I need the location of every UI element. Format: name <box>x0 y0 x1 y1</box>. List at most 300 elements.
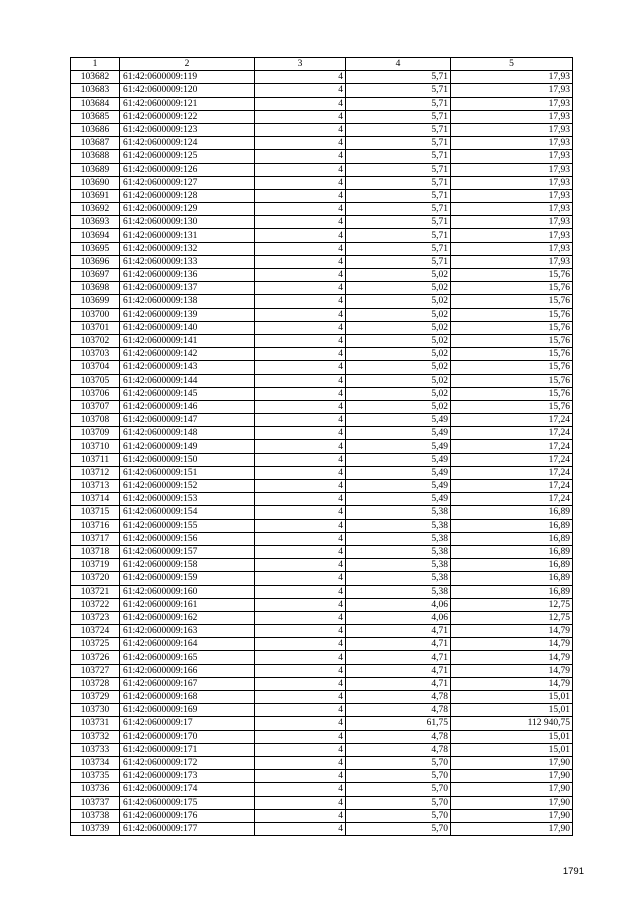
value-cell-3: 4 <box>255 84 346 97</box>
value-cell-3: 4 <box>255 348 346 361</box>
table-row <box>71 255 573 268</box>
row-number-cell: 103700 <box>71 308 120 321</box>
value-cell-5: 15,01 <box>451 743 573 756</box>
value-cell-3: 4 <box>255 453 346 466</box>
value-cell-3: 4 <box>255 651 346 664</box>
cadastral-number-cell: 61:42:0600009:148 <box>120 427 255 440</box>
value-cell-4: 5,49 <box>346 440 451 453</box>
value-cell-4: 5,71 <box>346 97 451 110</box>
value-cell-5: 17,24 <box>451 427 573 440</box>
value-cell-4: 5,49 <box>346 427 451 440</box>
value-cell-5: 16,89 <box>451 585 573 598</box>
value-cell-4: 5,71 <box>346 216 451 229</box>
value-cell-5: 17,93 <box>451 229 573 242</box>
value-cell-5: 12,75 <box>451 598 573 611</box>
cadastral-number-cell: 61:42:0600009:123 <box>120 123 255 136</box>
column-header-5: 5 <box>451 58 573 71</box>
table-row <box>71 203 573 216</box>
table-row <box>71 625 573 638</box>
row-number-cell: 103723 <box>71 611 120 624</box>
value-cell-4: 5,49 <box>346 480 451 493</box>
value-cell-3: 4 <box>255 71 346 84</box>
row-number-cell: 103731 <box>71 717 120 730</box>
value-cell-5: 17,24 <box>451 493 573 506</box>
value-cell-4: 4,06 <box>346 598 451 611</box>
value-cell-4: 61,75 <box>346 717 451 730</box>
value-cell-3: 4 <box>255 295 346 308</box>
value-cell-5: 15,76 <box>451 308 573 321</box>
value-cell-4: 5,02 <box>346 321 451 334</box>
cadastral-number-cell: 61:42:0600009:151 <box>120 466 255 479</box>
row-number-cell: 103687 <box>71 137 120 150</box>
value-cell-5: 16,89 <box>451 545 573 558</box>
table-row <box>71 295 573 308</box>
row-number-cell: 103693 <box>71 216 120 229</box>
row-number-cell: 103697 <box>71 269 120 282</box>
table-header <box>71 58 573 71</box>
table-row <box>71 414 573 427</box>
value-cell-4: 5,70 <box>346 783 451 796</box>
page-number: 1791 <box>562 866 584 877</box>
value-cell-3: 4 <box>255 400 346 413</box>
row-number-cell: 103698 <box>71 282 120 295</box>
value-cell-4: 5,02 <box>346 269 451 282</box>
value-cell-4: 4,78 <box>346 691 451 704</box>
value-cell-3: 4 <box>255 255 346 268</box>
value-cell-4: 5,49 <box>346 453 451 466</box>
value-cell-4: 5,71 <box>346 150 451 163</box>
value-cell-3: 4 <box>255 796 346 809</box>
value-cell-4: 5,71 <box>346 84 451 97</box>
row-number-cell: 103721 <box>71 585 120 598</box>
cadastral-number-cell: 61:42:0600009:138 <box>120 295 255 308</box>
table-row <box>71 229 573 242</box>
cadastral-number-cell: 61:42:0600009:120 <box>120 84 255 97</box>
cadastral-number-cell: 61:42:0600009:132 <box>120 242 255 255</box>
row-number-cell: 103683 <box>71 84 120 97</box>
column-header-3: 3 <box>255 58 346 71</box>
cadastral-number-cell: 61:42:0600009:131 <box>120 229 255 242</box>
cadastral-number-cell: 61:42:0600009:164 <box>120 638 255 651</box>
value-cell-5: 17,93 <box>451 110 573 123</box>
value-cell-5: 15,76 <box>451 282 573 295</box>
row-number-cell: 103696 <box>71 255 120 268</box>
table-row <box>71 440 573 453</box>
value-cell-5: 17,93 <box>451 189 573 202</box>
table-row <box>71 822 573 835</box>
value-cell-3: 4 <box>255 150 346 163</box>
value-cell-3: 4 <box>255 809 346 822</box>
value-cell-5: 17,90 <box>451 809 573 822</box>
row-number-cell: 103716 <box>71 519 120 532</box>
value-cell-5: 17,93 <box>451 97 573 110</box>
table-row <box>71 545 573 558</box>
value-cell-3: 4 <box>255 203 346 216</box>
value-cell-5: 17,90 <box>451 756 573 769</box>
value-cell-5: 17,90 <box>451 783 573 796</box>
table-row <box>71 770 573 783</box>
row-number-cell: 103730 <box>71 704 120 717</box>
cadastral-number-cell: 61:42:0600009:144 <box>120 374 255 387</box>
table-row <box>71 611 573 624</box>
value-cell-4: 5,38 <box>346 585 451 598</box>
value-cell-5: 17,93 <box>451 71 573 84</box>
cadastral-number-cell: 61:42:0600009:122 <box>120 110 255 123</box>
table-row <box>71 387 573 400</box>
value-cell-3: 4 <box>255 440 346 453</box>
row-number-cell: 103713 <box>71 480 120 493</box>
cadastral-number-cell: 61:42:0600009:176 <box>120 809 255 822</box>
row-number-cell: 103690 <box>71 176 120 189</box>
row-number-cell: 103682 <box>71 71 120 84</box>
value-cell-3: 4 <box>255 783 346 796</box>
value-cell-3: 4 <box>255 822 346 835</box>
table-row <box>71 730 573 743</box>
row-number-cell: 103715 <box>71 506 120 519</box>
value-cell-4: 5,02 <box>346 295 451 308</box>
value-cell-3: 4 <box>255 638 346 651</box>
value-cell-4: 5,49 <box>346 493 451 506</box>
value-cell-3: 4 <box>255 480 346 493</box>
cadastral-number-cell: 61:42:0600009:159 <box>120 572 255 585</box>
value-cell-5: 14,79 <box>451 664 573 677</box>
cadastral-number-cell: 61:42:0600009:172 <box>120 756 255 769</box>
value-cell-3: 4 <box>255 361 346 374</box>
row-number-cell: 103691 <box>71 189 120 202</box>
value-cell-5: 17,93 <box>451 84 573 97</box>
value-cell-5: 15,76 <box>451 400 573 413</box>
value-cell-4: 5,38 <box>346 506 451 519</box>
value-cell-4: 4,78 <box>346 704 451 717</box>
column-header-2: 2 <box>120 58 255 71</box>
table-row <box>71 189 573 202</box>
value-cell-4: 5,02 <box>346 361 451 374</box>
value-cell-4: 5,70 <box>346 822 451 835</box>
value-cell-3: 4 <box>255 216 346 229</box>
value-cell-3: 4 <box>255 282 346 295</box>
row-number-cell: 103734 <box>71 756 120 769</box>
value-cell-4: 5,71 <box>346 242 451 255</box>
value-cell-3: 4 <box>255 704 346 717</box>
value-cell-4: 5,71 <box>346 163 451 176</box>
cadastral-number-cell: 61:42:0600009:142 <box>120 348 255 361</box>
value-cell-4: 5,02 <box>346 308 451 321</box>
value-cell-5: 15,76 <box>451 295 573 308</box>
value-cell-3: 4 <box>255 242 346 255</box>
value-cell-4: 5,02 <box>346 374 451 387</box>
row-number-cell: 103706 <box>71 387 120 400</box>
table-row <box>71 269 573 282</box>
value-cell-4: 5,49 <box>346 414 451 427</box>
cadastral-number-cell: 61:42:0600009:169 <box>120 704 255 717</box>
value-cell-4: 5,71 <box>346 71 451 84</box>
value-cell-5: 14,79 <box>451 677 573 690</box>
table-row <box>71 137 573 150</box>
value-cell-5: 17,24 <box>451 466 573 479</box>
value-cell-3: 4 <box>255 321 346 334</box>
value-cell-4: 5,70 <box>346 756 451 769</box>
row-number-cell: 103733 <box>71 743 120 756</box>
value-cell-4: 5,70 <box>346 796 451 809</box>
table-row <box>71 123 573 136</box>
table-row <box>71 282 573 295</box>
value-cell-3: 4 <box>255 176 346 189</box>
value-cell-5: 16,89 <box>451 506 573 519</box>
value-cell-4: 5,71 <box>346 176 451 189</box>
cadastral-number-cell: 61:42:0600009:157 <box>120 545 255 558</box>
value-cell-3: 4 <box>255 427 346 440</box>
cadastral-number-cell: 61:42:0600009:150 <box>120 453 255 466</box>
cadastral-number-cell: 61:42:0600009:119 <box>120 71 255 84</box>
row-number-cell: 103707 <box>71 400 120 413</box>
value-cell-5: 17,90 <box>451 822 573 835</box>
value-cell-5: 15,76 <box>451 387 573 400</box>
value-cell-3: 4 <box>255 229 346 242</box>
cadastral-number-cell: 61:42:0600009:136 <box>120 269 255 282</box>
cadastral-number-cell: 61:42:0600009:173 <box>120 770 255 783</box>
value-cell-4: 5,02 <box>346 387 451 400</box>
row-number-cell: 103703 <box>71 348 120 361</box>
value-cell-4: 5,71 <box>346 203 451 216</box>
table-row <box>71 308 573 321</box>
value-cell-4: 4,78 <box>346 743 451 756</box>
table-row <box>71 717 573 730</box>
cadastral-number-cell: 61:42:0600009:156 <box>120 532 255 545</box>
value-cell-5: 15,76 <box>451 374 573 387</box>
value-cell-5: 15,76 <box>451 269 573 282</box>
row-number-cell: 103711 <box>71 453 120 466</box>
table-row <box>71 585 573 598</box>
value-cell-5: 16,89 <box>451 572 573 585</box>
value-cell-3: 4 <box>255 466 346 479</box>
value-cell-5: 15,01 <box>451 691 573 704</box>
row-number-cell: 103699 <box>71 295 120 308</box>
row-number-cell: 103732 <box>71 730 120 743</box>
cadastral-number-cell: 61:42:0600009:147 <box>120 414 255 427</box>
column-header-4: 4 <box>346 58 451 71</box>
table-row <box>71 321 573 334</box>
row-number-cell: 103739 <box>71 822 120 835</box>
cadastral-number-cell: 61:42:0600009:129 <box>120 203 255 216</box>
row-number-cell: 103710 <box>71 440 120 453</box>
cadastral-number-cell: 61:42:0600009:167 <box>120 677 255 690</box>
cadastral-number-cell: 61:42:0600009:153 <box>120 493 255 506</box>
table-row <box>71 163 573 176</box>
value-cell-5: 112 940,75 <box>451 717 573 730</box>
cadastral-number-cell: 61:42:0600009:137 <box>120 282 255 295</box>
value-cell-4: 5,02 <box>346 334 451 347</box>
value-cell-5: 15,76 <box>451 348 573 361</box>
value-cell-4: 5,71 <box>346 189 451 202</box>
table-row <box>71 572 573 585</box>
value-cell-5: 14,79 <box>451 638 573 651</box>
cadastral-number-cell: 61:42:0600009:168 <box>120 691 255 704</box>
table-row <box>71 348 573 361</box>
value-cell-3: 4 <box>255 308 346 321</box>
table-row <box>71 466 573 479</box>
table-row <box>71 704 573 717</box>
value-cell-4: 5,71 <box>346 255 451 268</box>
table-row <box>71 664 573 677</box>
table-row <box>71 493 573 506</box>
cadastral-number-cell: 61:42:0600009:143 <box>120 361 255 374</box>
value-cell-5: 17,93 <box>451 123 573 136</box>
row-number-cell: 103701 <box>71 321 120 334</box>
value-cell-3: 4 <box>255 269 346 282</box>
value-cell-3: 4 <box>255 691 346 704</box>
value-cell-4: 5,71 <box>346 229 451 242</box>
value-cell-3: 4 <box>255 189 346 202</box>
value-cell-4: 4,78 <box>346 730 451 743</box>
cadastral-number-cell: 61:42:0600009:165 <box>120 651 255 664</box>
cadastral-number-cell: 61:42:0600009:171 <box>120 743 255 756</box>
value-cell-5: 17,93 <box>451 255 573 268</box>
column-header-1: 1 <box>71 58 120 71</box>
row-number-cell: 103719 <box>71 559 120 572</box>
value-cell-4: 5,71 <box>346 137 451 150</box>
value-cell-3: 4 <box>255 374 346 387</box>
value-cell-5: 17,93 <box>451 216 573 229</box>
table-row <box>71 756 573 769</box>
row-number-cell: 103712 <box>71 466 120 479</box>
value-cell-5: 17,90 <box>451 796 573 809</box>
cadastral-number-cell: 61:42:0600009:166 <box>120 664 255 677</box>
cadastral-number-cell: 61:42:0600009:17 <box>120 717 255 730</box>
value-cell-4: 4,71 <box>346 638 451 651</box>
cadastral-number-cell: 61:42:0600009:139 <box>120 308 255 321</box>
row-number-cell: 103735 <box>71 770 120 783</box>
value-cell-4: 4,06 <box>346 611 451 624</box>
value-cell-5: 17,93 <box>451 163 573 176</box>
table-row <box>71 559 573 572</box>
value-cell-3: 4 <box>255 110 346 123</box>
row-number-cell: 103722 <box>71 598 120 611</box>
header-row <box>71 58 573 71</box>
value-cell-4: 4,71 <box>346 651 451 664</box>
row-number-cell: 103717 <box>71 532 120 545</box>
table-row <box>71 84 573 97</box>
value-cell-5: 17,24 <box>451 480 573 493</box>
table-row <box>71 334 573 347</box>
value-cell-4: 4,71 <box>346 677 451 690</box>
row-number-cell: 103692 <box>71 203 120 216</box>
value-cell-4: 5,38 <box>346 572 451 585</box>
row-number-cell: 103714 <box>71 493 120 506</box>
value-cell-5: 17,24 <box>451 453 573 466</box>
value-cell-3: 4 <box>255 559 346 572</box>
table-row <box>71 783 573 796</box>
cadastral-number-cell: 61:42:0600009:152 <box>120 480 255 493</box>
value-cell-3: 4 <box>255 598 346 611</box>
row-number-cell: 103724 <box>71 625 120 638</box>
value-cell-5: 17,93 <box>451 176 573 189</box>
cadastral-number-cell: 61:42:0600009:128 <box>120 189 255 202</box>
data-table <box>70 57 573 836</box>
row-number-cell: 103695 <box>71 242 120 255</box>
row-number-cell: 103709 <box>71 427 120 440</box>
value-cell-5: 15,76 <box>451 361 573 374</box>
value-cell-5: 16,89 <box>451 532 573 545</box>
table-row <box>71 97 573 110</box>
row-number-cell: 103725 <box>71 638 120 651</box>
table-row <box>71 176 573 189</box>
row-number-cell: 103726 <box>71 651 120 664</box>
table-row <box>71 691 573 704</box>
value-cell-5: 14,79 <box>451 651 573 664</box>
cadastral-number-cell: 61:42:0600009:155 <box>120 519 255 532</box>
value-cell-3: 4 <box>255 611 346 624</box>
table-row <box>71 743 573 756</box>
table-row <box>71 598 573 611</box>
cadastral-number-cell: 61:42:0600009:177 <box>120 822 255 835</box>
value-cell-4: 4,71 <box>346 625 451 638</box>
value-cell-4: 5,02 <box>346 282 451 295</box>
row-number-cell: 103727 <box>71 664 120 677</box>
cadastral-number-cell: 61:42:0600009:133 <box>120 255 255 268</box>
cadastral-number-cell: 61:42:0600009:140 <box>120 321 255 334</box>
value-cell-5: 15,01 <box>451 704 573 717</box>
value-cell-3: 4 <box>255 585 346 598</box>
table-row <box>71 427 573 440</box>
value-cell-3: 4 <box>255 137 346 150</box>
value-cell-5: 17,93 <box>451 150 573 163</box>
cadastral-number-cell: 61:42:0600009:158 <box>120 559 255 572</box>
row-number-cell: 103689 <box>71 163 120 176</box>
value-cell-4: 4,71 <box>346 664 451 677</box>
value-cell-5: 17,93 <box>451 137 573 150</box>
table-row <box>71 506 573 519</box>
row-number-cell: 103685 <box>71 110 120 123</box>
table-row <box>71 361 573 374</box>
value-cell-4: 5,70 <box>346 770 451 783</box>
row-number-cell: 103718 <box>71 545 120 558</box>
table-row <box>71 400 573 413</box>
value-cell-5: 17,93 <box>451 203 573 216</box>
value-cell-5: 17,93 <box>451 242 573 255</box>
value-cell-3: 4 <box>255 717 346 730</box>
value-cell-4: 5,38 <box>346 545 451 558</box>
value-cell-3: 4 <box>255 770 346 783</box>
table-row <box>71 796 573 809</box>
table-row <box>71 677 573 690</box>
row-number-cell: 103736 <box>71 783 120 796</box>
row-number-cell: 103684 <box>71 97 120 110</box>
cadastral-number-cell: 61:42:0600009:149 <box>120 440 255 453</box>
value-cell-5: 15,76 <box>451 321 573 334</box>
row-number-cell: 103708 <box>71 414 120 427</box>
cadastral-number-cell: 61:42:0600009:146 <box>120 400 255 413</box>
cadastral-number-cell: 61:42:0600009:174 <box>120 783 255 796</box>
table-row <box>71 453 573 466</box>
table-row <box>71 71 573 84</box>
value-cell-3: 4 <box>255 123 346 136</box>
table-row <box>71 242 573 255</box>
value-cell-3: 4 <box>255 545 346 558</box>
cadastral-number-cell: 61:42:0600009:175 <box>120 796 255 809</box>
value-cell-3: 4 <box>255 387 346 400</box>
value-cell-3: 4 <box>255 163 346 176</box>
value-cell-5: 17,90 <box>451 770 573 783</box>
row-number-cell: 103729 <box>71 691 120 704</box>
value-cell-3: 4 <box>255 677 346 690</box>
row-number-cell: 103720 <box>71 572 120 585</box>
row-number-cell: 103728 <box>71 677 120 690</box>
cadastral-number-cell: 61:42:0600009:127 <box>120 176 255 189</box>
value-cell-3: 4 <box>255 756 346 769</box>
value-cell-4: 5,02 <box>346 348 451 361</box>
cadastral-number-cell: 61:42:0600009:141 <box>120 334 255 347</box>
value-cell-4: 5,38 <box>346 559 451 572</box>
